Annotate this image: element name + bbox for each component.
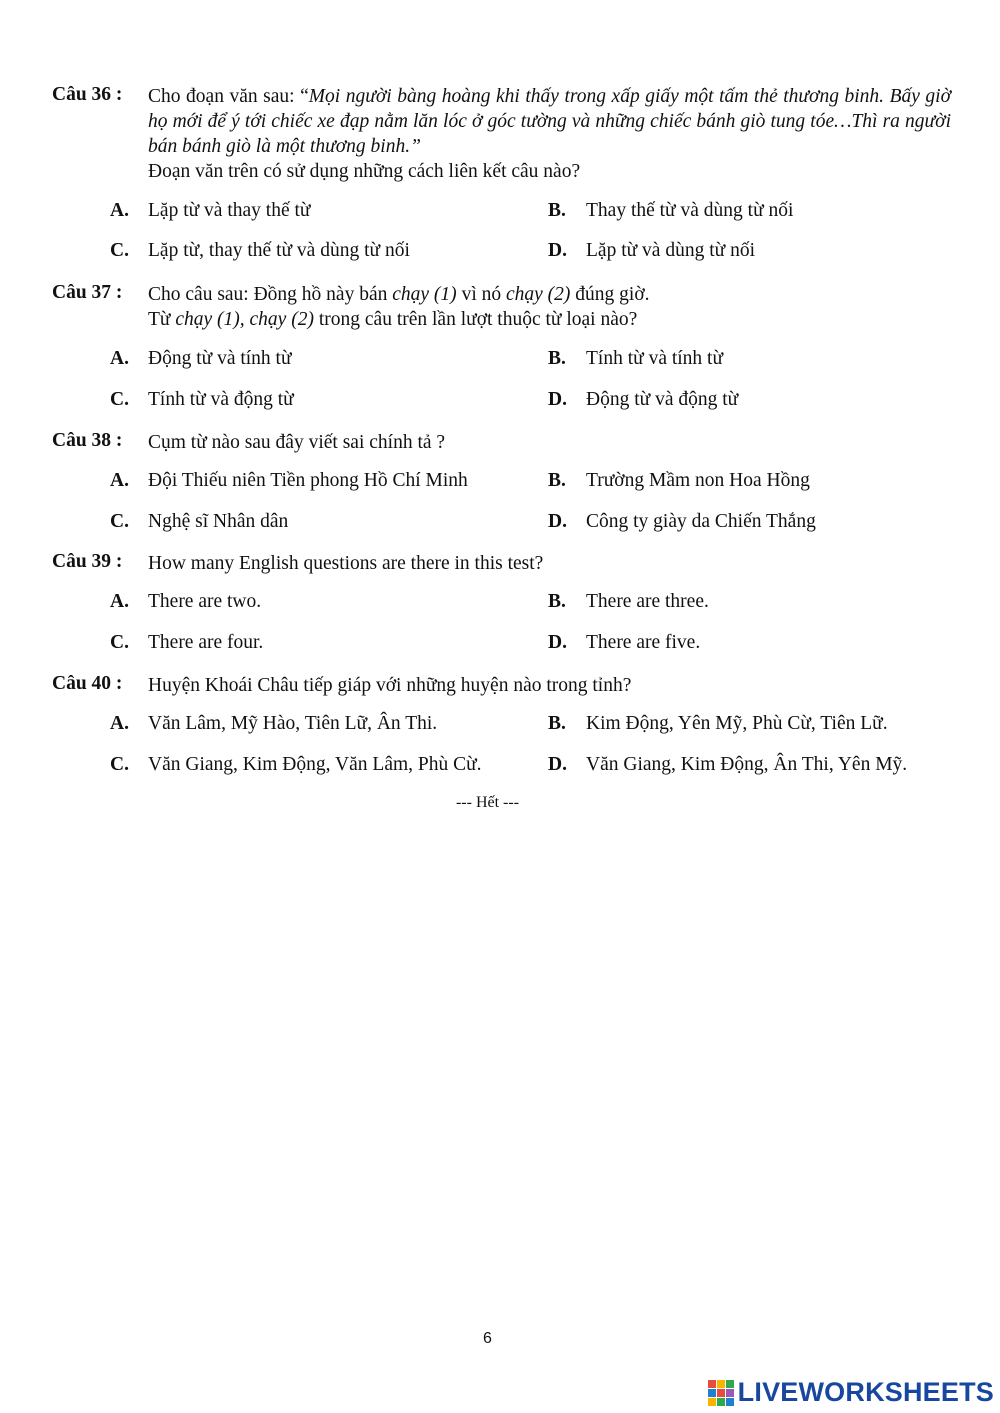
question-36-stem: [148, 84, 951, 184]
option-text: There are three.: [586, 591, 709, 612]
question-39-option-d[interactable]: [548, 632, 700, 654]
question-38-label: Câu 38 :: [52, 430, 123, 451]
brand-logo-tile: [726, 1389, 734, 1397]
question-36-option-b[interactable]: [548, 200, 793, 222]
option-text: Kim Động, Yên Mỹ, Phù Cừ, Tiên Lữ.: [586, 713, 888, 734]
question-39-question: How many English questions are there in this test?: [148, 553, 544, 574]
option-text: Động từ và động từ: [586, 389, 739, 410]
question-37-option-a[interactable]: [110, 348, 292, 370]
brand-logo-tile: [708, 1398, 716, 1406]
question-37-line-2: [148, 307, 951, 332]
option-text: Văn Giang, Kim Động, Văn Lâm, Phù Cừ.: [148, 754, 482, 775]
brand-logo-tile: [717, 1380, 725, 1388]
stem-text: vì nó: [456, 284, 506, 305]
question-37-option-d[interactable]: [548, 389, 738, 411]
brand-logo-tile: [708, 1389, 716, 1397]
option-text: Công ty giày da Chiến Thắng: [586, 511, 816, 532]
stem-text: đúng giờ.: [570, 284, 650, 305]
question-40-stem: [148, 673, 951, 698]
question-40-option-c[interactable]: [110, 754, 482, 776]
stem-text: Cho câu sau: Đồng hồ này bán: [148, 284, 393, 305]
option-letter: B.: [548, 348, 566, 369]
question-36-label: Câu 36 :: [52, 84, 123, 105]
question-39-label: Câu 39 :: [52, 551, 123, 572]
option-letter: C.: [110, 240, 129, 261]
option-letter: D.: [548, 511, 567, 532]
question-38-option-d[interactable]: [548, 511, 816, 533]
option-letter: B.: [548, 470, 566, 491]
brand-logo-tile: [726, 1380, 734, 1388]
question-36-intro: Cho đoạn văn sau: “: [148, 86, 309, 107]
brand-logo-icon: [708, 1380, 734, 1406]
option-letter: C.: [110, 632, 129, 653]
question-38-question: Cụm từ nào sau đây viết sai chính tả ?: [148, 432, 446, 453]
stem-emphasis: chạy (1): [392, 284, 457, 305]
question-39-option-c[interactable]: [110, 632, 263, 654]
option-text: Văn Lâm, Mỹ Hào, Tiên Lữ, Ân Thi.: [148, 713, 438, 734]
question-36-quote: Mọi người bàng hoàng khi thấy trong xấp giấy một tấm thẻ thương binh. Bấy giờ họ mới để ý tới chiếc xe đạp nằm lăn lóc ở góc tường và những chiếc bánh giò tung tóe…Thì ra người bán bánh giò là một thương binh.”: [148, 86, 951, 157]
option-letter: B.: [548, 713, 566, 734]
question-37-stem: [148, 282, 951, 332]
brand-logo-tile: [708, 1380, 716, 1388]
option-letter: A.: [110, 591, 129, 612]
option-letter: D.: [548, 240, 567, 261]
brand-logo-tile: [717, 1398, 725, 1406]
page-number: 6: [483, 1330, 492, 1347]
option-text: There are five.: [586, 632, 701, 653]
option-text: Lặp từ, thay thế từ và dùng từ nối: [148, 240, 410, 261]
brand-logo-tile: [717, 1389, 725, 1397]
question-40-question: Huyện Khoái Châu tiếp giáp với những huyện nào trong tỉnh?: [148, 675, 632, 696]
question-39-option-b[interactable]: [548, 591, 709, 613]
option-text: Tính từ và động từ: [148, 389, 294, 410]
option-letter: B.: [548, 591, 566, 612]
end-marker: --- Hết ---: [455, 794, 520, 811]
question-38-stem: [148, 430, 951, 455]
option-letter: A.: [110, 470, 129, 491]
question-37-option-b[interactable]: [548, 348, 723, 370]
option-text: Lặp từ và thay thế từ: [148, 200, 311, 221]
question-39-stem: [148, 551, 951, 576]
stem-text: trong câu trên lần lượt thuộc từ loại nào?: [313, 309, 638, 330]
question-40-option-b[interactable]: [548, 713, 888, 735]
option-text: Tính từ và tính từ: [586, 348, 724, 369]
option-letter: A.: [110, 348, 129, 369]
brand-footer: [708, 1377, 994, 1408]
option-letter: C.: [110, 754, 129, 775]
question-36-passage: [148, 84, 951, 159]
question-40-label: Câu 40 :: [52, 673, 123, 694]
option-letter: A.: [110, 713, 129, 734]
question-38-option-a[interactable]: [110, 470, 468, 492]
question-36-option-c[interactable]: [110, 240, 410, 262]
option-letter: D.: [548, 754, 567, 775]
option-text: Trường Mầm non Hoa Hồng: [586, 470, 810, 491]
option-text: Động từ và tính từ: [148, 348, 292, 369]
option-letter: D.: [548, 632, 567, 653]
stem-emphasis: chạy (1), chạy (2): [175, 309, 314, 330]
question-38-option-b[interactable]: [548, 470, 810, 492]
question-37-label: Câu 37 :: [52, 282, 123, 303]
question-36-question: Đoạn văn trên có sử dụng những cách liên kết câu nào?: [148, 161, 581, 182]
option-text: Văn Giang, Kim Động, Ân Thi, Yên Mỹ.: [586, 754, 908, 775]
option-text: Nghệ sĩ Nhân dân: [148, 511, 289, 532]
option-text: There are two.: [148, 591, 262, 612]
stem-text: Từ: [148, 309, 176, 330]
question-40-option-d[interactable]: [548, 754, 907, 776]
question-37-line-1: [148, 282, 951, 307]
option-text: Lặp từ và dùng từ nối: [586, 240, 755, 261]
brand-logo-tile: [726, 1398, 734, 1406]
option-text: Đội Thiếu niên Tiền phong Hồ Chí Minh: [148, 470, 468, 491]
question-38-option-c[interactable]: [110, 511, 288, 533]
option-text: There are four.: [148, 632, 264, 653]
question-39-option-a[interactable]: [110, 591, 261, 613]
brand-name: LIVEWORKSHEETS: [737, 1377, 994, 1407]
option-letter: C.: [110, 511, 129, 532]
question-36-option-d[interactable]: [548, 240, 755, 262]
question-40-option-a[interactable]: [110, 713, 437, 735]
option-letter: C.: [110, 389, 129, 410]
option-letter: D.: [548, 389, 567, 410]
option-letter: B.: [548, 200, 566, 221]
question-37-option-c[interactable]: [110, 389, 294, 411]
stem-emphasis: chạy (2): [505, 284, 571, 305]
option-letter: A.: [110, 200, 129, 221]
question-36-option-a[interactable]: [110, 200, 310, 222]
option-text: Thay thế từ và dùng từ nối: [586, 200, 794, 221]
